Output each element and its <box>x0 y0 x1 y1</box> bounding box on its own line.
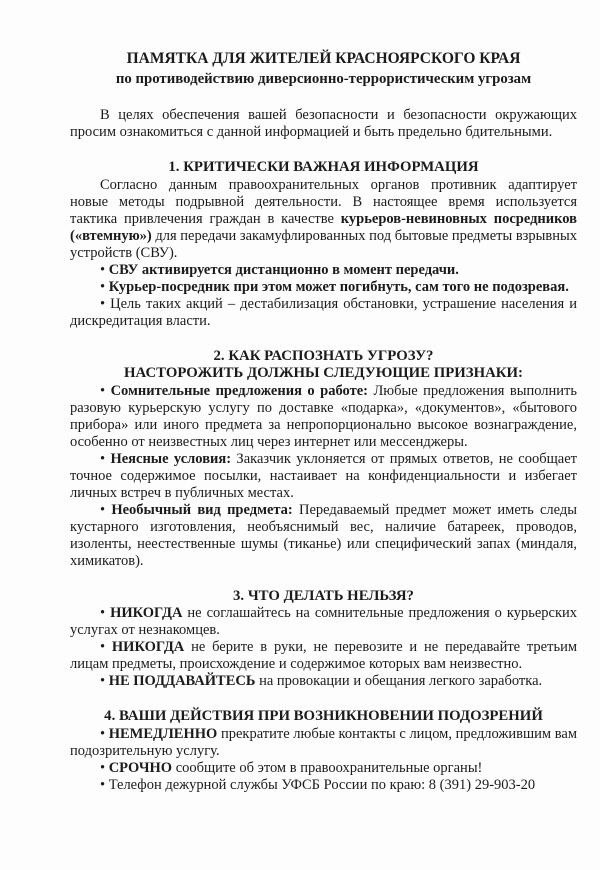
bullet-marker: • <box>100 382 106 399</box>
bullet-text: Заказчик уклоняется от прямых ответов, не сообщает точное содержимое посылки, настаивает на конфиденциальности и избегает личных встреч в публичных местах. <box>70 450 577 501</box>
bullet-item <box>70 639 577 673</box>
bullet-marker: • <box>100 605 106 621</box>
section-how-to-recognize-threat <box>70 348 577 570</box>
bullet-marker: • <box>100 501 106 518</box>
document-title: ПАМЯТКА ДЛЯ ЖИТЕЛЕЙ КРАСНОЯРСКОГО КРАЯ <box>126 50 521 67</box>
bullet-text: не берите в руки, не перевозите и не передавайте третьим лицам предметы, происхождение и содержимое которых вам неизвестно. <box>70 639 578 672</box>
bullet-item <box>70 605 577 639</box>
bullet-text: Цель таких акций – дестабилизация обстановки, устрашение населения и дискредитация власти. <box>70 295 578 329</box>
bullet-bold-text: СВУ активируется дистанционно в момент передачи. <box>108 261 459 278</box>
section-2-heading-line-2: НАСТОРОЖИТЬ ДОЛЖНЫ СЛЕДУЮЩИЕ ПРИЗНАКИ: <box>124 365 523 381</box>
section-1-lead-paragraph <box>70 177 577 262</box>
bullet-bold-text: Необычный вид предмета: <box>111 501 293 518</box>
bullet-item <box>70 262 577 279</box>
bullet-item <box>70 279 577 296</box>
bullet-text: сообщите об этом в правоохранительные органы! <box>172 759 483 776</box>
bullet-item <box>70 296 577 330</box>
bullet-item <box>70 726 577 760</box>
bullet-marker: • <box>100 639 106 655</box>
bullet-marker: • <box>100 776 106 793</box>
bullet-text: Любые предложения выполнить разовую курьерскую услугу по доставке «подарка», «документов», «бытового прибора» или иного предмета за непропорционально высокое вознаграждение, особенно от неизвестных лиц через интернет или мессенджеры. <box>70 382 577 450</box>
bullet-item <box>70 760 577 777</box>
section-1-heading: 1. КРИТИЧЕСКИ ВАЖНАЯ ИНФОРМАЦИЯ <box>168 159 479 175</box>
bullet-marker: • <box>100 450 106 467</box>
bullet-bold-text: НИКОГДА <box>110 605 183 621</box>
lead-text-bold: курьеров-невиновных посредников («втемную») <box>70 210 578 244</box>
bullet-bold-text: СРОЧНО <box>108 759 173 776</box>
phone-line-item <box>70 777 577 794</box>
bullet-marker: • <box>100 295 106 312</box>
bullet-bold-text: НЕМЕДЛЕННО <box>108 725 218 742</box>
intro-paragraph: В целях обеспечения вашей безопасности и безопасности окружающих просим ознакомиться с данной информацией и быть предельно бдительными. <box>70 107 577 140</box>
bullet-bold-text: Неясные условия: <box>110 450 232 467</box>
bullet-text: на провокации и обещания легкого заработка. <box>255 673 543 689</box>
lead-text-pre: Согласно данным правоохранительных органов противник адаптирует новые методы подрывной деятельности. В настоящее время используется тактика привлечения граждан в качестве <box>70 176 577 227</box>
document-subtitle: по противодействию диверсионно-террористическим угрозам <box>115 71 532 87</box>
section-4-heading: 4. ВАШИ ДЕЙСТВИЯ ПРИ ВОЗНИКНОВЕНИИ ПОДОЗРЕНИЙ <box>104 708 543 724</box>
bullet-marker: • <box>100 673 106 689</box>
bullet-item <box>70 383 577 451</box>
bullet-bold-text: Сомнительные предложения о работе: <box>110 382 368 399</box>
bullet-item <box>70 502 577 570</box>
section-critical-information <box>70 159 577 330</box>
bullet-text: Передаваемый предмет может иметь следы кустарного изготовления, необъяснимый вес, наличие батареек, проводов, изоленты, неестественные шумы (тиканье) или специфический запах (миндаля, химикатов). <box>70 501 577 569</box>
bullet-bold-text: Курьер-посредник при этом может погибнуть, сам того не подозревая. <box>108 278 569 295</box>
bullet-marker: • <box>100 278 106 295</box>
section-2-heading: 2. КАК РАСПОЗНАТЬ УГРОЗУ? <box>213 347 434 364</box>
section-actions-on-suspicion <box>70 708 577 794</box>
section-3-heading: 3. ЧТО ДЕЛАТЬ НЕЛЬЗЯ? <box>233 587 414 604</box>
bullet-bold-text: НИКОГДА <box>111 639 185 655</box>
bullet-bold-text: НЕ ПОДДАВАЙТЕСЬ <box>108 673 256 689</box>
bullet-item <box>70 451 577 502</box>
phone-text: Телефон дежурной службы УФСБ России по краю: 8 (391) 29-903-20 <box>108 776 536 793</box>
bullet-text: прекратите любые контакты с лицом, предложившим вам подозрительную услугу. <box>70 725 577 759</box>
bullet-marker: • <box>100 759 106 776</box>
lead-text-post: для передачи закамуфлированных под бытовые предметы взрывных устройств (СВУ). <box>70 227 578 261</box>
bullet-marker: • <box>100 261 106 278</box>
bullet-item <box>70 673 577 690</box>
section-what-not-to-do <box>70 588 577 691</box>
bullet-marker: • <box>100 725 106 742</box>
bullet-text: не соглашайтесь на сомнительные предложения о курьерских услугах от незнакомцев. <box>70 605 578 638</box>
